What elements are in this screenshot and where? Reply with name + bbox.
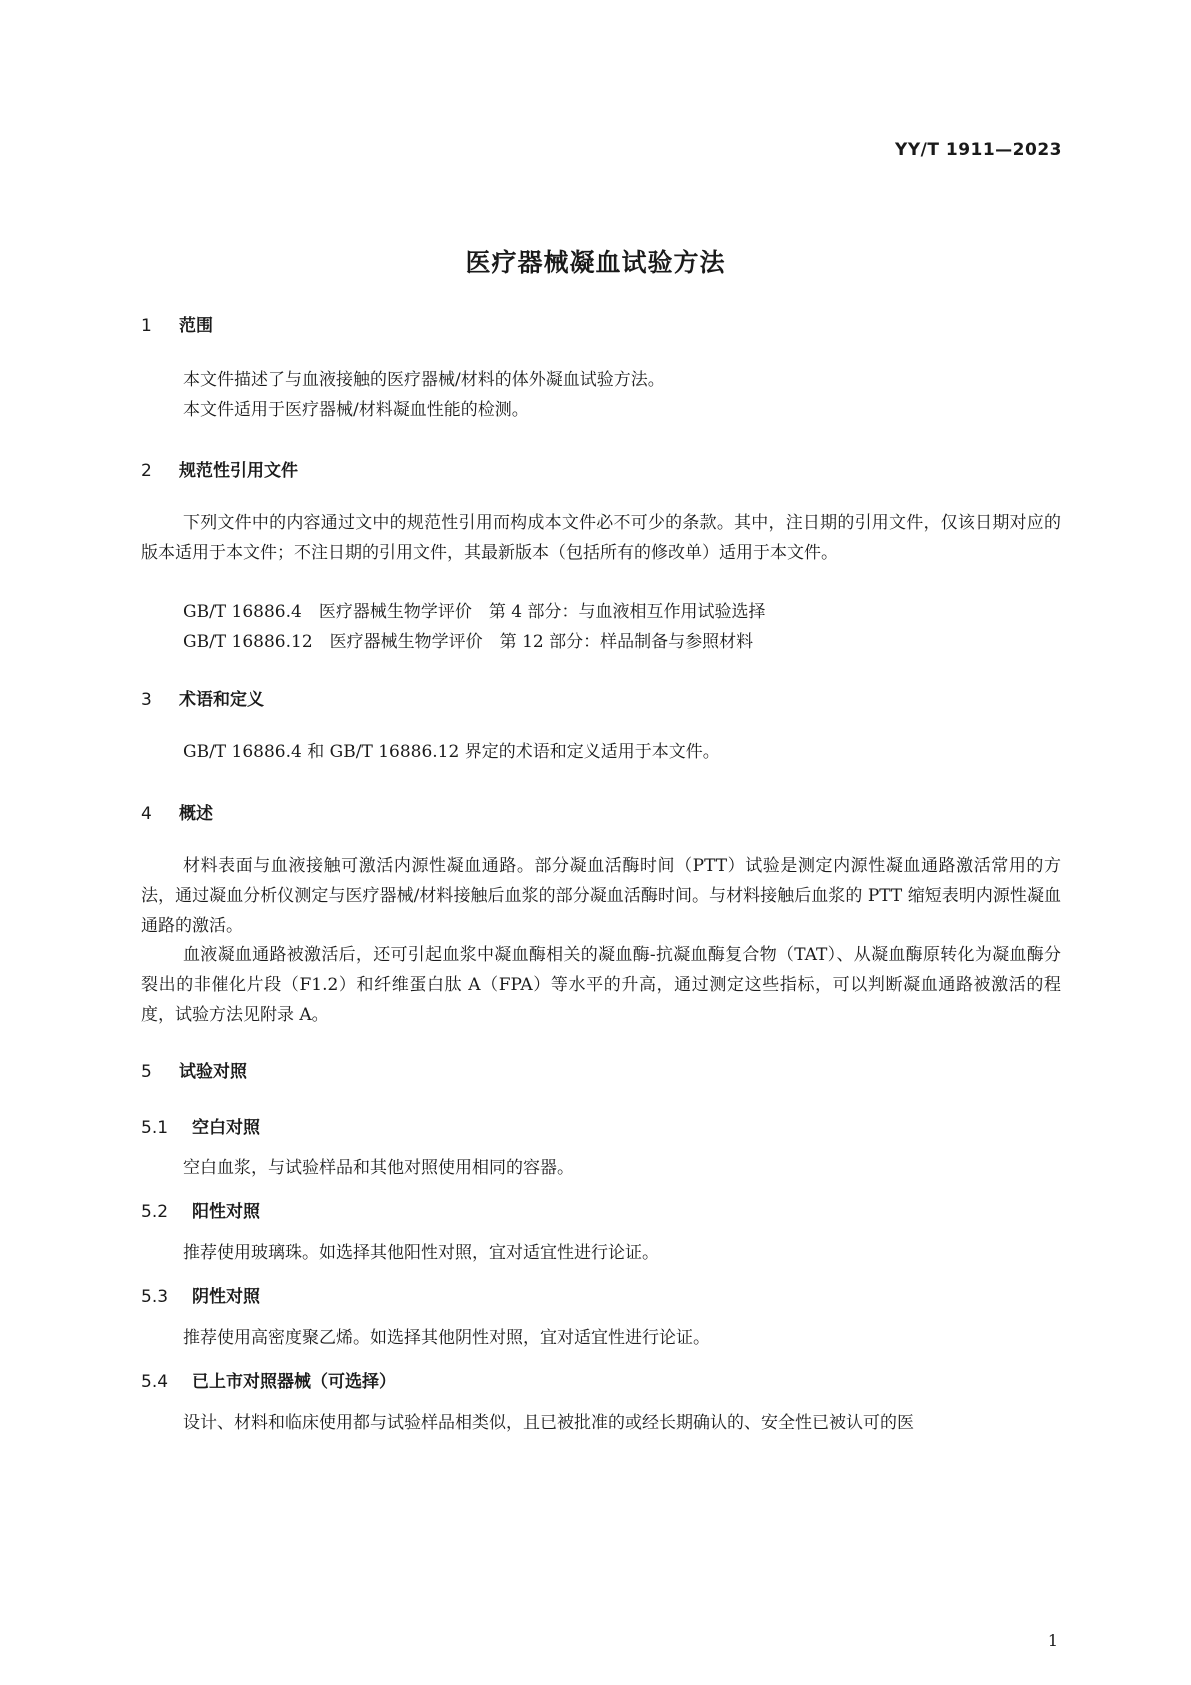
section-number: 1	[141, 316, 152, 336]
subsection-5-3-heading	[141, 1282, 260, 1307]
section-1-heading	[141, 311, 213, 336]
section-title: 空白对照	[192, 1118, 260, 1138]
section-title: 已上市对照器械（可选择）	[192, 1372, 396, 1392]
section-number: 5.1	[141, 1118, 169, 1138]
section-number: 5.4	[141, 1372, 169, 1392]
normative-reference	[183, 627, 753, 652]
reference-title: 医疗器械生物学评价 第 12 部分：样品制备与参照材料	[329, 632, 754, 652]
section-number: 3	[141, 690, 152, 710]
section-title: 规范性引用文件	[179, 461, 298, 481]
section-4-heading	[141, 799, 213, 824]
paragraph: 推荐使用高密度聚乙烯。如选择其他阴性对照，宜对适宜性进行论证。	[183, 1328, 710, 1348]
subsection-5-4-heading	[141, 1367, 396, 1392]
section-number: 2	[141, 461, 152, 481]
section-number: 5	[141, 1062, 152, 1082]
section-title: 阴性对照	[192, 1287, 260, 1307]
paragraph: 血液凝血通路被激活后，还可引起血浆中凝血酶相关的凝血酶-抗凝血酶复合物（TAT）、从凝血酶原转化为凝血酶分裂出的非催化片段（F1.2）和纤维蛋白肽 A（FPA）等水平的升高，通过测定这些指标，可以判断凝血通路被激活的程度，试验方法见附录 A。	[141, 945, 1061, 1025]
paragraph: 本文件描述了与血液接触的医疗器械/材料的体外凝血试验方法。	[183, 370, 665, 390]
paragraph: 空白血浆，与试验样品和其他对照使用相同的容器。	[183, 1158, 574, 1178]
section-number: 4	[141, 804, 152, 824]
subsection-5-1-heading	[141, 1113, 260, 1138]
reference-title: 医疗器械生物学评价 第 4 部分：与血液相互作用试验选择	[318, 602, 766, 622]
section-number: 5.2	[141, 1202, 169, 1222]
paragraph: 材料表面与血液接触可激活内源性凝血通路。部分凝血活酶时间（PTT）试验是测定内源性凝血通路激活常用的方法，通过凝血分析仪测定与医疗器械/材料接触后血浆的部分凝血活酶时间。与材料接触后血浆的 PTT 缩短表明内源性凝血通路的激活。	[141, 856, 1061, 936]
reference-code: GB/T 16886.4	[183, 602, 302, 622]
section-number: 5.3	[141, 1287, 169, 1307]
paragraph: 本文件适用于医疗器械/材料凝血性能的检测。	[183, 400, 529, 420]
paragraph: 设计、材料和临床使用都与试验样品相类似，且已被批准的或经长期确认的、安全性已被认可的医	[183, 1413, 914, 1433]
section-title: 阳性对照	[192, 1202, 260, 1222]
paragraph: GB/T 16886.4 和 GB/T 16886.12 界定的术语和定义适用于本文件。	[183, 742, 720, 762]
section-5-heading	[141, 1057, 247, 1082]
paragraph: 下列文件中的内容通过文中的规范性引用而构成本文件必不可少的条款。其中，注日期的引用文件，仅该日期对应的版本适用于本文件；不注日期的引用文件，其最新版本（包括所有的修改单）适用于本文件。	[141, 513, 1061, 563]
section-title: 试验对照	[179, 1062, 247, 1082]
document-number: YY/T 1911—2023	[895, 140, 1062, 160]
section-2-heading	[141, 456, 298, 481]
page-number: 1	[1047, 1631, 1058, 1650]
reference-code: GB/T 16886.12	[183, 632, 313, 652]
section-3-heading	[141, 685, 264, 710]
paragraph: 推荐使用玻璃珠。如选择其他阳性对照，宜对适宜性进行论证。	[183, 1243, 659, 1263]
section-title: 范围	[179, 316, 213, 336]
document-title: 医疗器械凝血试验方法	[465, 248, 726, 277]
section-title: 概述	[179, 804, 213, 824]
section-title: 术语和定义	[179, 690, 264, 710]
normative-reference	[183, 597, 765, 622]
subsection-5-2-heading	[141, 1197, 260, 1222]
